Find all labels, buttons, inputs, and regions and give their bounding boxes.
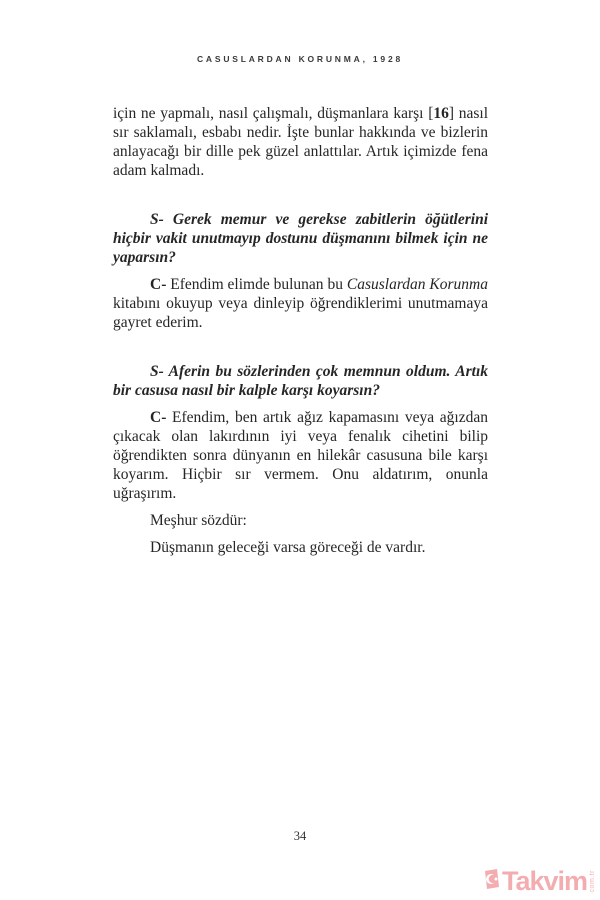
page-reference-number: 16	[433, 105, 449, 122]
watermark-domain: com.tr	[589, 870, 596, 893]
paragraph-text: kitabını okuyup veya dinleyip öğrendiklerimi unutmamaya gayret ederim.	[113, 295, 488, 331]
paragraph-continuation	[113, 104, 488, 180]
page-number: 34	[293, 829, 307, 843]
running-header: CASUSLARDAN KORUNMA, 1928	[196, 54, 404, 64]
question-paragraph: S- Gerek memur ve gerekse zabitlerin öğütlerini hiçbir vakit unutmayıp dostunu düşmanını bilmek için ne yaparsın?	[113, 211, 488, 266]
book-title: Casuslardan Korunma	[346, 276, 488, 293]
speaker-label: C-	[150, 409, 167, 426]
paragraph-text: Efendim, ben artık ağız kapamasını veya ağızdan çıkacak olan lakırdının iyi veya fenalık cihetini bilip öğrendikten sonra dünyanın en hilekâr casusuna bile karşı koyarım. Hiçbir sır vermem. Onu aldatırım, onunla uğraşırım.	[113, 409, 488, 502]
saying-intro-paragraph: Meşhur sözdür:	[150, 512, 247, 529]
crescent-star-icon	[484, 867, 500, 896]
paragraph-text: Efendim elimde bulunan bu	[166, 276, 347, 293]
saying-paragraph: Düşmanın geleceği varsa göreceği de vardır.	[150, 539, 426, 556]
publisher-watermark	[484, 867, 596, 896]
text-block	[113, 104, 488, 565]
answer-paragraph	[113, 275, 488, 332]
page-reference: [16]	[428, 105, 455, 122]
paragraph-text: için ne yapmalı, nasıl çalışmalı, düşmanlara karşı	[113, 105, 429, 122]
paragraph-text: nasıl sır saklamalı, esbabı nedir. İşte bunlar hakkında ve bizlerin anlayacağı bir dille pek güzel anlattılar. Artık içimizde fena adam kalmadı.	[113, 105, 488, 179]
answer-paragraph	[113, 408, 488, 503]
speaker-label: C-	[150, 276, 167, 293]
watermark-wordmark: Takvim	[501, 866, 587, 896]
question-paragraph: S- Aferin bu sözlerinden çok memnun oldum. Artık bir casusa nasıl bir kalple karşı koyarsın?	[113, 363, 488, 399]
